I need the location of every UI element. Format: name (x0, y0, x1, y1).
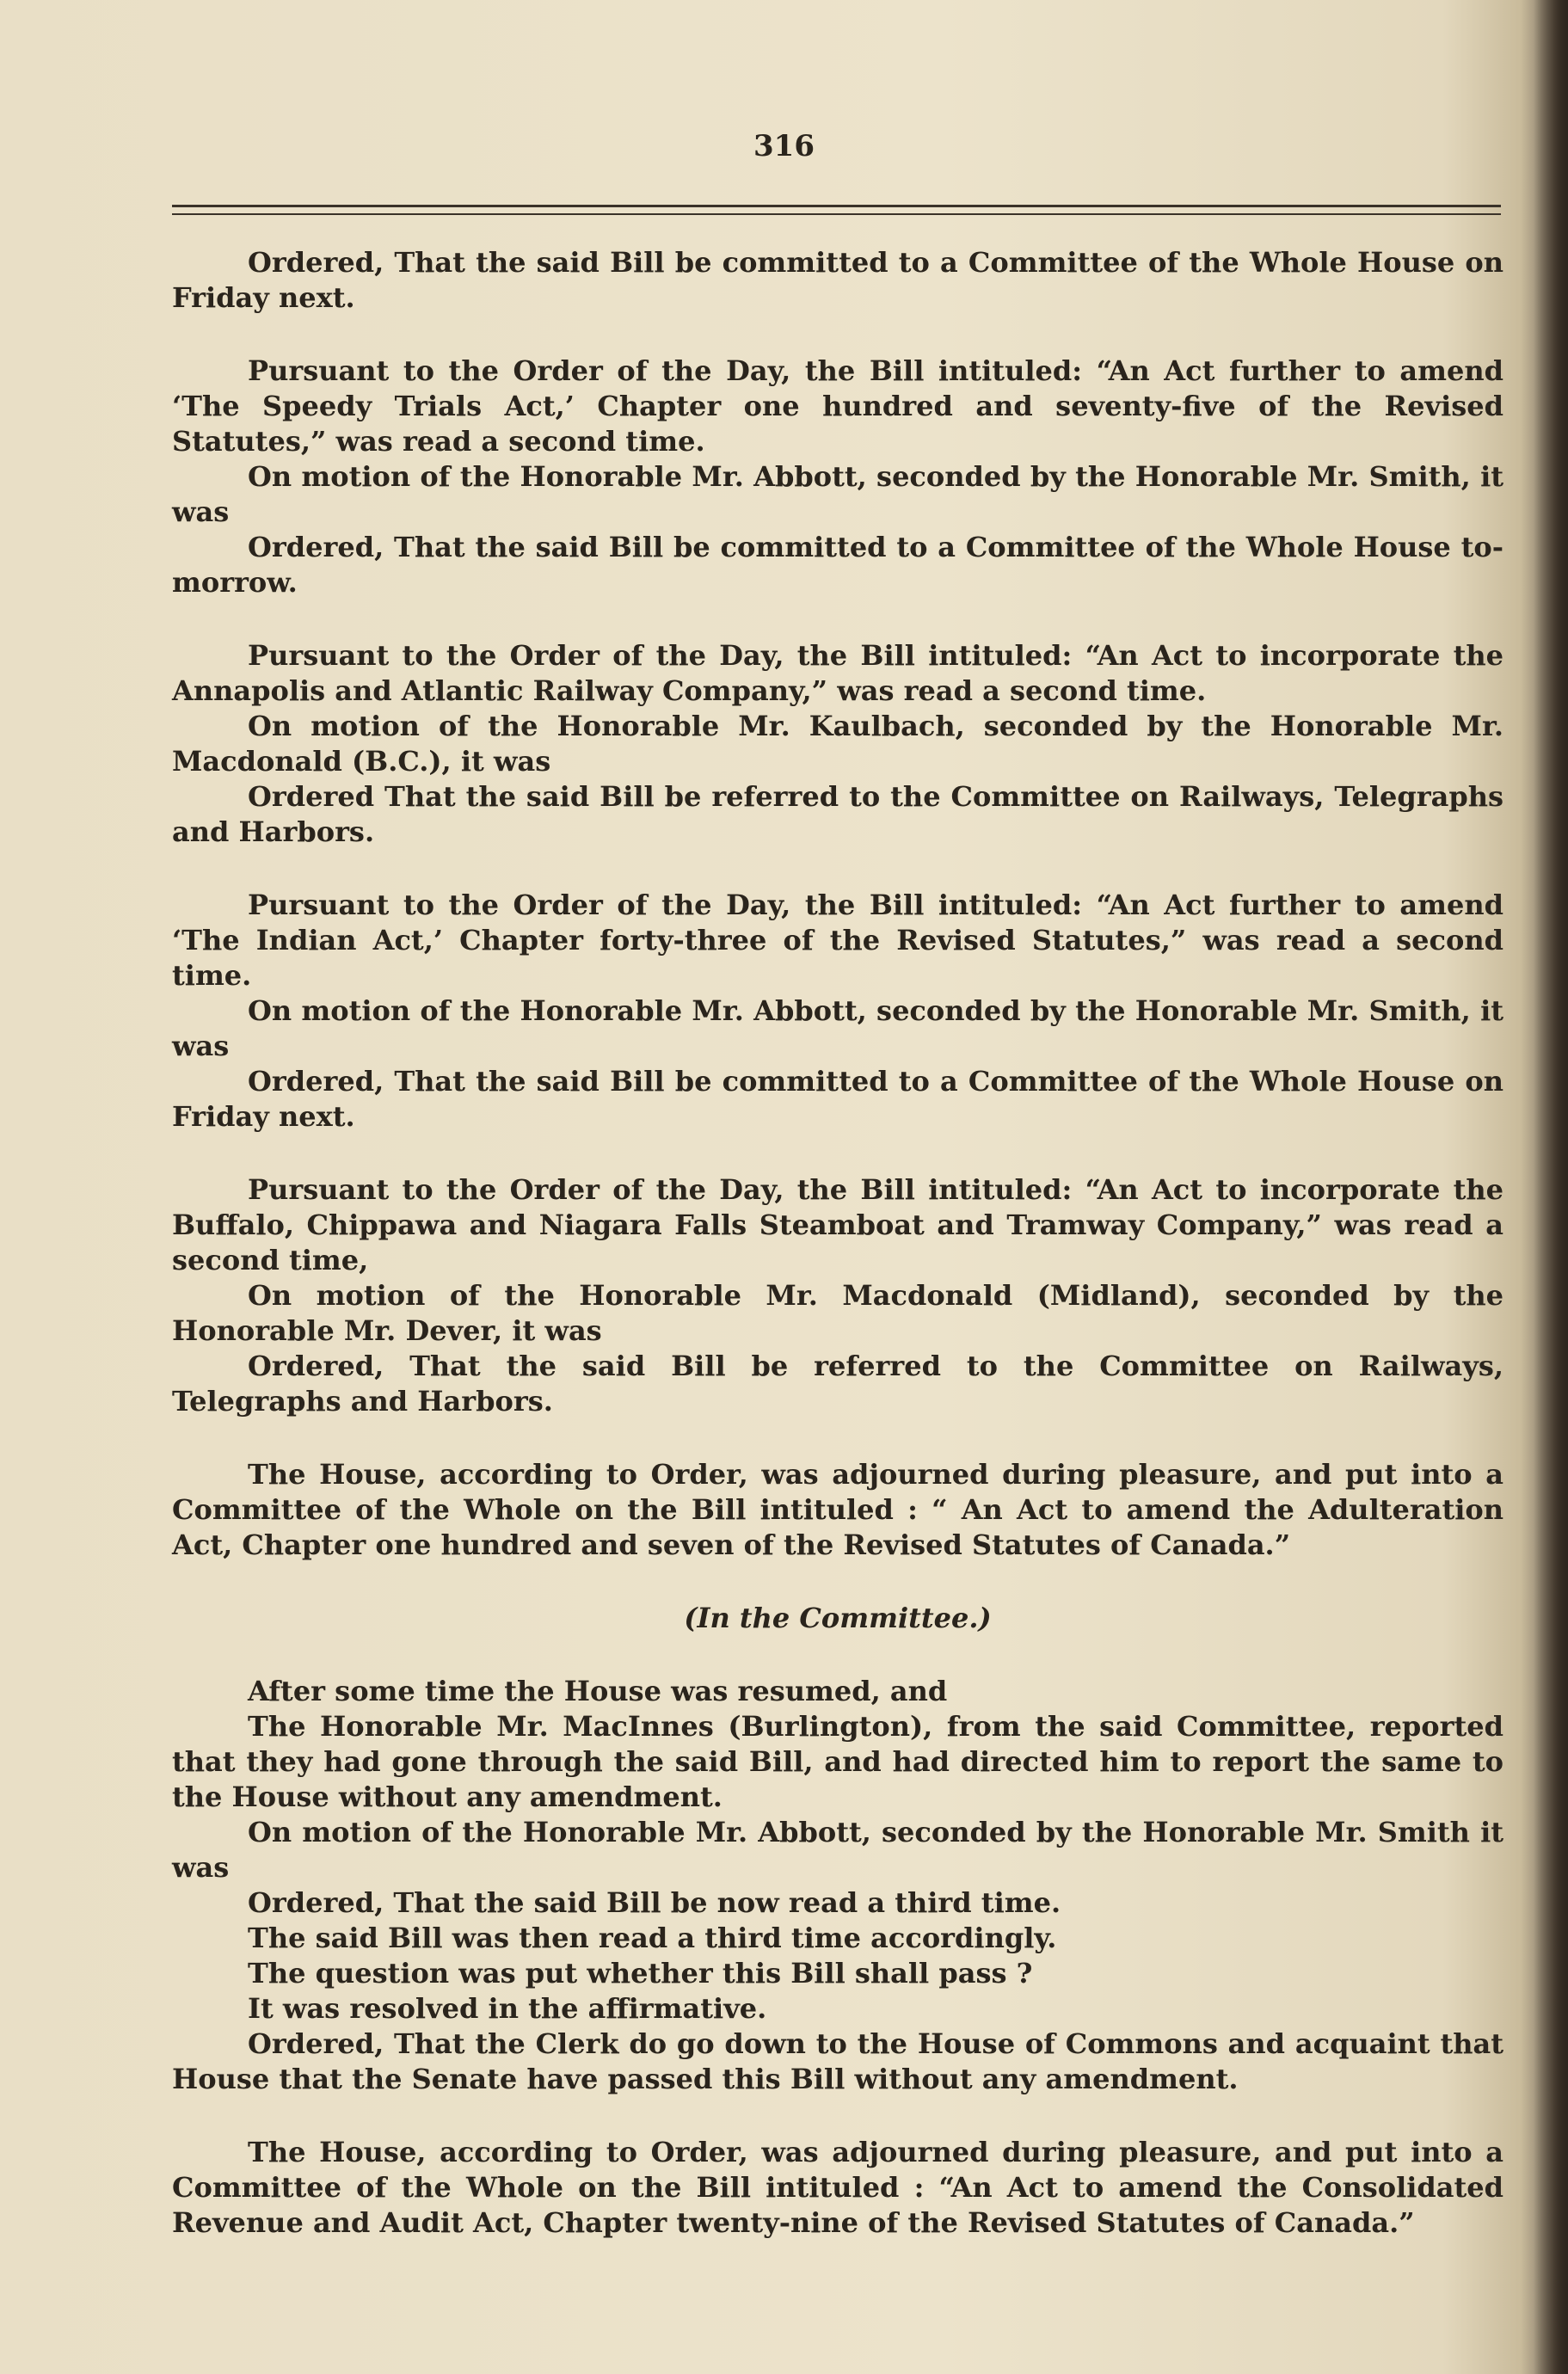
paragraph: Pursuant to the Order of the Day, the Bill intituled: “An Act further to amend ‘The Indian Act,’ Chapter forty-three of the Revised Statutes,” was read a second time. (172, 889, 1503, 992)
paragraph: On motion of the Honorable Mr. Abbott, seconded by the Honorable Mr. Smith, it was (172, 460, 1503, 528)
paragraph: Pursuant to the Order of the Day, the Bill intituled: “An Act further to amend ‘The Speedy Trials Act,’ Chapter one hundred and seventy-five of the Revised Statutes,” was read a second time. (172, 354, 1503, 458)
paragraph: Pursuant to the Order of the Day, the Bill intituled: “An Act to incorporate the Annapolis and Atlantic Railway Company,” was read a second time. (172, 639, 1503, 707)
paragraph: Ordered, That the said Bill be committed to a Committee of the Whole House to-morrow. (172, 531, 1503, 599)
paragraph: Ordered, That the said Bill be referred to the Committee on Railways, Telegraphs and Harbors. (172, 1350, 1503, 1418)
paragraph: Ordered That the said Bill be referred to the Committee on Railways, Telegraphs and Harbors. (172, 780, 1503, 848)
paragraph: The Honorable Mr. MacInnes (Burlington), from the said Committee, reported that they had gone through the said Bill, and had directed him to report the same to the House without any amendment. (172, 1710, 1503, 1813)
page-number: 316 (753, 129, 815, 163)
paragraph: Ordered, That the said Bill be committed to a Committee of the Whole House on Friday next. (172, 1065, 1503, 1133)
book-spine-shadow (1534, 0, 1568, 2374)
paragraph: Pursuant to the Order of the Day, the Bill intituled: “An Act to incorporate the Buffalo, Chippawa and Niagara Falls Steamboat and Tramway Company,” was read a second time, (172, 1173, 1503, 1276)
paragraph: After some time the House was resumed, and (248, 1675, 948, 1707)
paragraph: Ordered, That the said Bill be committed to a Committee of the Whole House on Friday next. (172, 246, 1503, 314)
committee-heading: (In the Committee.) (684, 1602, 992, 1634)
paragraph: On motion of the Honorable Mr. Abbott, seconded by the Honorable Mr. Smith it was (172, 1816, 1503, 1884)
paragraph: The said Bill was then read a third time accordingly. (248, 1922, 1057, 1954)
paragraph: On motion of the Honorable Mr. Abbott, seconded by the Honorable Mr. Smith, it was (172, 994, 1503, 1062)
paragraph: The question was put whether this Bill shall pass ? (248, 1957, 1033, 1990)
paragraph: On motion of the Honorable Mr. Kaulbach, seconded by the Honorable Mr. Macdonald (B.C.), it was (172, 710, 1503, 778)
paragraph: Ordered, That the said Bill be now read a third time. (248, 1886, 1061, 1919)
journal-body (172, 245, 1503, 2241)
paragraph: The House, according to Order, was adjourned during pleasure, and put into a Committee of the Whole on the Bill intituled : “An Act to amend the Consolidated Revenue and Audit Act, Chapter twenty-nine of the Revised Statutes of Canada.” (172, 2136, 1503, 2239)
paragraph: It was resolved in the affirmative. (248, 1992, 767, 2025)
paragraph: On motion of the Honorable Mr. Macdonald (Midland), seconded by the Honorable Mr. Dever, it was (172, 1279, 1503, 1347)
header-rule-thin (172, 213, 1501, 215)
paragraph: Ordered, That the Clerk do go down to the House of Commons and acquaint that House that the Senate have passed this Bill without any amendment. (172, 2027, 1503, 2095)
header-rule (172, 205, 1501, 207)
paragraph: The House, according to Order, was adjourned during pleasure, and put into a Committee of the Whole on the Bill intituled : “ An Act to amend the Adulteration Act, Chapter one hundred and seven of the Revised Statutes of Canada.” (172, 1458, 1503, 1561)
